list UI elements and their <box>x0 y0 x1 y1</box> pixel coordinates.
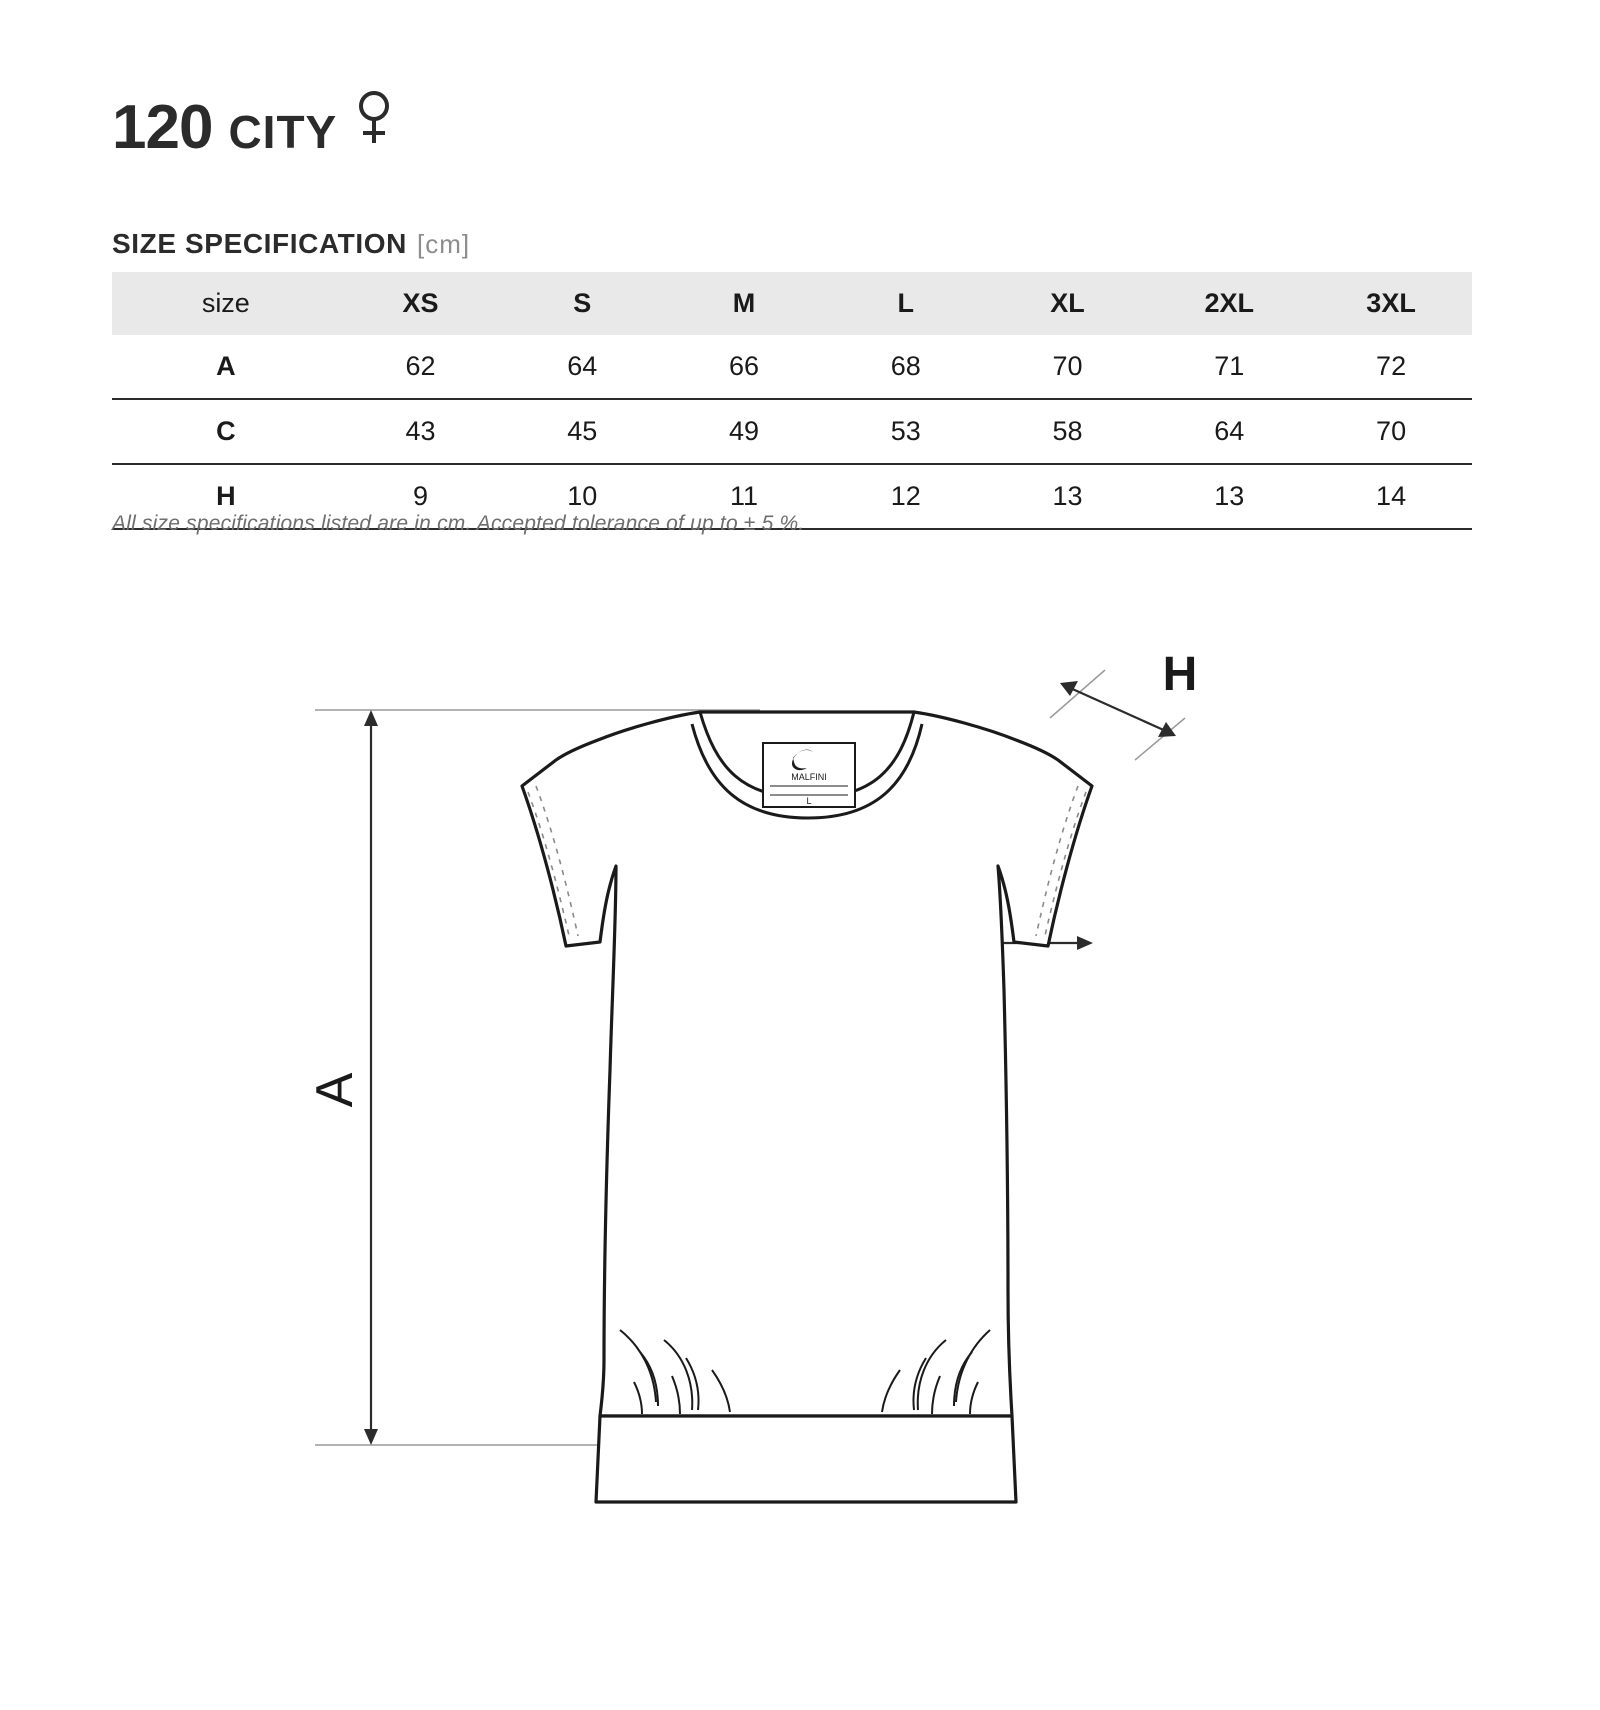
dimension-a-label: A <box>306 1072 364 1108</box>
cell-a-3xl: 72 <box>1376 351 1407 381</box>
cell-h-3xl: 14 <box>1376 481 1407 511</box>
table-row <box>112 335 1472 399</box>
neck-label-size: L <box>806 796 812 806</box>
cell-c-3xl: 70 <box>1376 416 1407 446</box>
cell-h-l: 12 <box>890 481 921 511</box>
cell-c-2xl: 64 <box>1214 416 1245 446</box>
tolerance-note: All size specifications listed are in cm. Accepted tolerance of up to ± 5 %. <box>112 512 805 535</box>
cell-a-xl: 70 <box>1052 351 1083 381</box>
female-gender-icon <box>357 90 391 151</box>
cell-a-xs: 62 <box>405 351 436 381</box>
column-header-2xl: 2XL <box>1204 288 1255 318</box>
product-name: CITY <box>228 106 338 158</box>
cell-h-xl: 13 <box>1052 481 1083 511</box>
cell-a-m: 66 <box>728 351 760 381</box>
row-label-h: H <box>216 481 236 511</box>
row-label-a: A <box>216 351 236 381</box>
row-label-c: C <box>216 416 236 446</box>
table-header-row <box>112 272 1472 335</box>
garment-technical-drawing <box>0 640 1600 1710</box>
cell-c-m: 49 <box>728 416 760 446</box>
size-specification-table <box>112 272 1472 530</box>
cell-a-l: 68 <box>890 351 921 381</box>
cell-h-s: 10 <box>567 481 598 511</box>
dimension-a <box>306 710 378 1445</box>
spec-title: SIZE SPECIFICATION <box>112 228 407 259</box>
cell-h-m: 11 <box>729 481 759 511</box>
spec-heading <box>112 228 470 260</box>
spec-unit: [cm] <box>416 229 471 259</box>
product-number: 120 <box>112 93 213 162</box>
column-header-xl: XL <box>1050 288 1085 318</box>
cell-c-xs: 43 <box>405 416 436 446</box>
cell-a-2xl: 71 <box>1214 351 1245 381</box>
column-header-s: S <box>573 288 592 318</box>
tshirt-outline <box>522 712 1092 1502</box>
cell-c-xl: 58 <box>1052 416 1083 446</box>
dimension-h <box>1050 648 1197 760</box>
column-header-m: M <box>732 288 756 318</box>
cell-a-s: 64 <box>567 351 598 381</box>
dimension-h-label: H <box>1162 648 1198 701</box>
cell-c-s: 45 <box>567 416 598 446</box>
neck-label-brand: MALFINI <box>791 772 827 782</box>
column-header-l: L <box>897 288 914 318</box>
neck-label <box>763 743 855 807</box>
cell-h-2xl: 13 <box>1214 481 1245 511</box>
column-header-size: size <box>201 288 250 318</box>
page-title <box>112 92 391 162</box>
table-row <box>112 399 1472 464</box>
cell-c-l: 53 <box>890 416 921 446</box>
cell-h-xs: 9 <box>413 481 429 511</box>
column-header-3xl: 3XL <box>1366 288 1416 318</box>
column-header-xs: XS <box>402 288 439 318</box>
